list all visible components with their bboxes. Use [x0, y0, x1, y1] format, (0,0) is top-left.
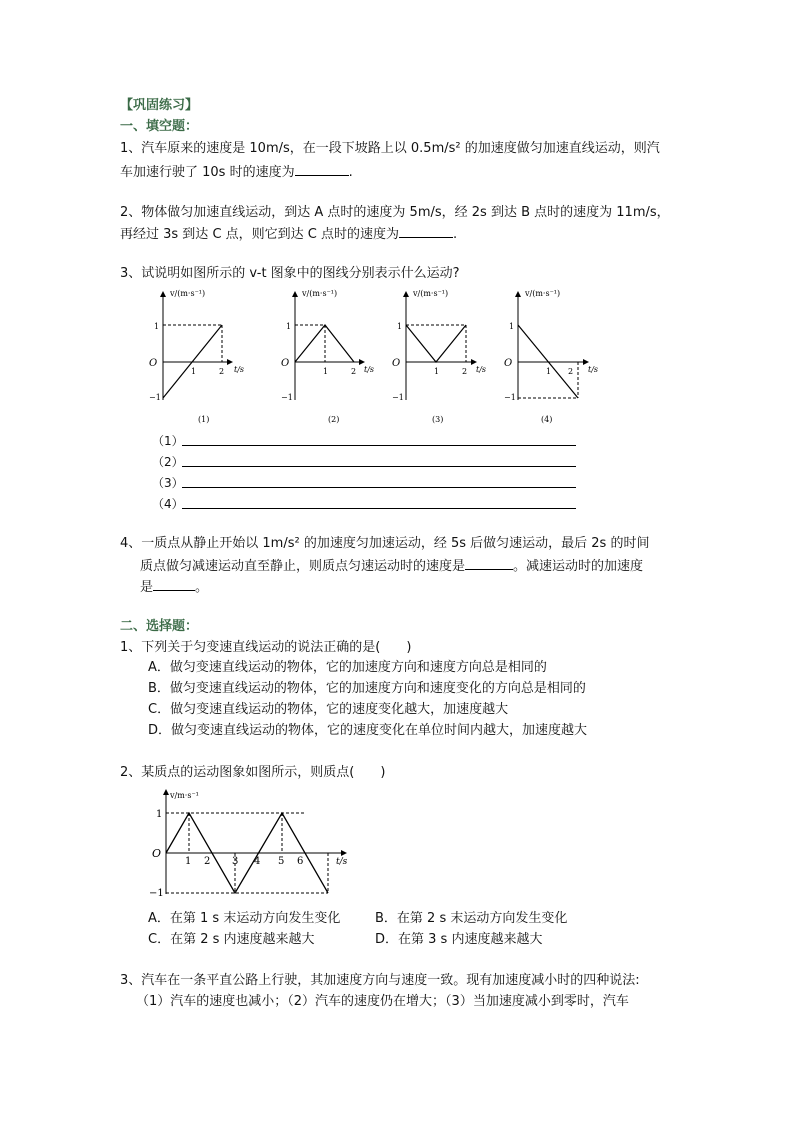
graph2-ylabel: v/(m·s⁻¹) — [302, 289, 338, 298]
answer-line-4[interactable] — [182, 507, 576, 509]
answer-line-1[interactable] — [182, 444, 576, 446]
c3-line1: 3、汽车在一条平直公路上行驶，其加速度方向与速度一致。现有加速度减小时的四种说法: — [120, 973, 640, 988]
graph3-xlabel: t/s — [476, 365, 487, 374]
answer-line-3[interactable] — [182, 486, 576, 488]
q1-line1: 1、汽车原来的速度是 10m/s，在一段下坡路上以 0.5m/s² 的加速度做匀加速直线运动，则汽 — [120, 141, 660, 156]
c2-xtick-4: 4 — [254, 856, 261, 867]
graph1-caption: (1) — [198, 415, 210, 424]
q4-blank-2[interactable] — [153, 578, 195, 591]
c1-option-b[interactable]: B．做匀变速直线运动的物体，它的加速度方向和速度变化的方向总是相同的 — [148, 681, 586, 696]
q2-line2: 再经过 3s 到达 C 点，则它到达 C 点时的速度为 . — [120, 227, 458, 242]
graph2-xlabel: t/s — [364, 365, 375, 374]
q2-line1: 2、物体做匀加速直线运动，到达 A 点时的速度为 5m/s，经 2s 到达 B 点时的速度为 11m/s， — [120, 205, 670, 220]
graph4-tick-1: 1 — [509, 322, 515, 331]
c2-origin: O — [152, 847, 162, 860]
graph4-xlabel: t/s — [588, 365, 599, 374]
c2-ytick-m1: −1 — [149, 888, 164, 898]
c2-xtick-5: 5 — [278, 856, 285, 867]
c2-graph — [140, 786, 370, 898]
graph4-ylabel: v/(m·s⁻¹) — [525, 289, 561, 298]
c1-option-d[interactable]: D．做匀变速直线运动的物体，它的速度变化在单位时间内越大，加速度越大 — [148, 723, 588, 738]
graph1-xtick-2: 2 — [219, 367, 225, 376]
c2-option-a[interactable]: A．在第 1 s 末运动方向发生变化 — [148, 911, 341, 926]
graph4-tick-m1: −1 — [504, 393, 516, 402]
answer-label-4: （4） — [152, 497, 184, 511]
answer-label-1: （1） — [152, 434, 184, 448]
q4-blank-1[interactable] — [465, 557, 513, 570]
q4-line3: 是 。 — [140, 580, 209, 595]
graph1-origin: O — [149, 358, 158, 369]
graph2-tick-m1: −1 — [281, 393, 293, 402]
graph4-caption: (4) — [541, 415, 553, 424]
c3-line2: （1）汽车的速度也减小；（2）汽车的速度仍在增大；（3）当加速度减小到零时，汽车 — [136, 994, 629, 1009]
q2-answer-blank[interactable] — [399, 225, 453, 238]
graph-3 — [392, 289, 486, 424]
section-header: 【巩固练习】 — [120, 98, 199, 113]
graph3-xtick-2: 2 — [462, 367, 468, 376]
graph1-tick-1: 1 — [154, 322, 160, 331]
c2-xtick-3: 3 — [232, 856, 239, 867]
graph4-xtick-1: 1 — [546, 367, 552, 376]
c2-ytick-1: 1 — [156, 809, 163, 820]
q3-text: 3、试说明如图所示的 v-t 图象中的图线分别表示什么运动? — [120, 266, 460, 281]
graph3-tick-1: 1 — [397, 322, 403, 331]
c2-xtick-1: 1 — [185, 856, 192, 867]
graph2-tick-1: 1 — [286, 322, 292, 331]
graph1-tick-m1: −1 — [149, 393, 161, 402]
c2-xtick-2: 2 — [204, 856, 211, 867]
graph4-xtick-2: 2 — [568, 367, 574, 376]
graph2-origin: O — [281, 358, 290, 369]
c2-option-b[interactable]: B．在第 2 s 末运动方向发生变化 — [375, 911, 568, 926]
c2-stem: 2、某质点的运动图象如图所示，则质点( ) — [120, 765, 386, 780]
q3-graphs — [130, 282, 610, 432]
answer-line-2[interactable] — [182, 465, 576, 467]
graph-4 — [504, 289, 598, 424]
fill-in-section-title: 一、填空题： — [120, 119, 199, 134]
c2-option-d[interactable]: D．在第 3 s 内速度越来越大 — [375, 932, 543, 947]
c2-option-c[interactable]: C．在第 2 s 内速度越来越大 — [148, 932, 315, 947]
q1-answer-blank[interactable] — [295, 163, 349, 176]
c1-option-a[interactable]: A．做匀变速直线运动的物体，它的加速度方向和速度方向总是相同的 — [148, 660, 547, 675]
graph1-xtick-1: 1 — [191, 367, 197, 376]
graph1-ylabel: v/(m·s⁻¹) — [170, 289, 206, 298]
answer-label-3: （3） — [152, 476, 184, 490]
graph2-caption: (2) — [328, 415, 340, 424]
graph-1 — [149, 289, 244, 424]
graph2-xtick-1: 1 — [323, 367, 329, 376]
graph1-xlabel: t/s — [234, 365, 245, 374]
q4-line1: 4、一质点从静止开始以 1m/s² 的加速度匀加速运动，经 5s 后做匀速运动，最后 2s 的时间 — [120, 536, 650, 551]
graph3-caption: (3) — [432, 415, 444, 424]
c2-ylabel: v/m·s⁻¹ — [170, 791, 199, 800]
c1-option-c[interactable]: C．做匀变速直线运动的物体，它的速度变化越大，加速度越大 — [148, 702, 509, 717]
graph4-origin: O — [504, 358, 513, 369]
graph3-tick-m1: −1 — [392, 393, 404, 402]
c1-stem: 1、下列关于匀变速直线运动的说法正确的是( ) — [120, 640, 412, 655]
c2-xlabel: t/s — [336, 857, 348, 867]
choice-section-title: 二、选择题： — [120, 619, 199, 634]
q4-line2: 质点做匀减速运动直至静止，则质点匀速运动时的速度是 。减速运动时的加速度 — [140, 559, 644, 574]
q1-line2: 车加速行驶了 10s 时的速度为 . — [120, 165, 353, 180]
graph-2 — [281, 289, 374, 424]
graph2-xtick-2: 2 — [351, 367, 357, 376]
answer-label-2: （2） — [152, 455, 184, 469]
graph3-origin: O — [392, 358, 401, 369]
graph3-ylabel: v/(m·s⁻¹) — [413, 289, 449, 298]
graph3-xtick-1: 1 — [434, 367, 440, 376]
c2-xtick-6: 6 — [297, 856, 304, 867]
